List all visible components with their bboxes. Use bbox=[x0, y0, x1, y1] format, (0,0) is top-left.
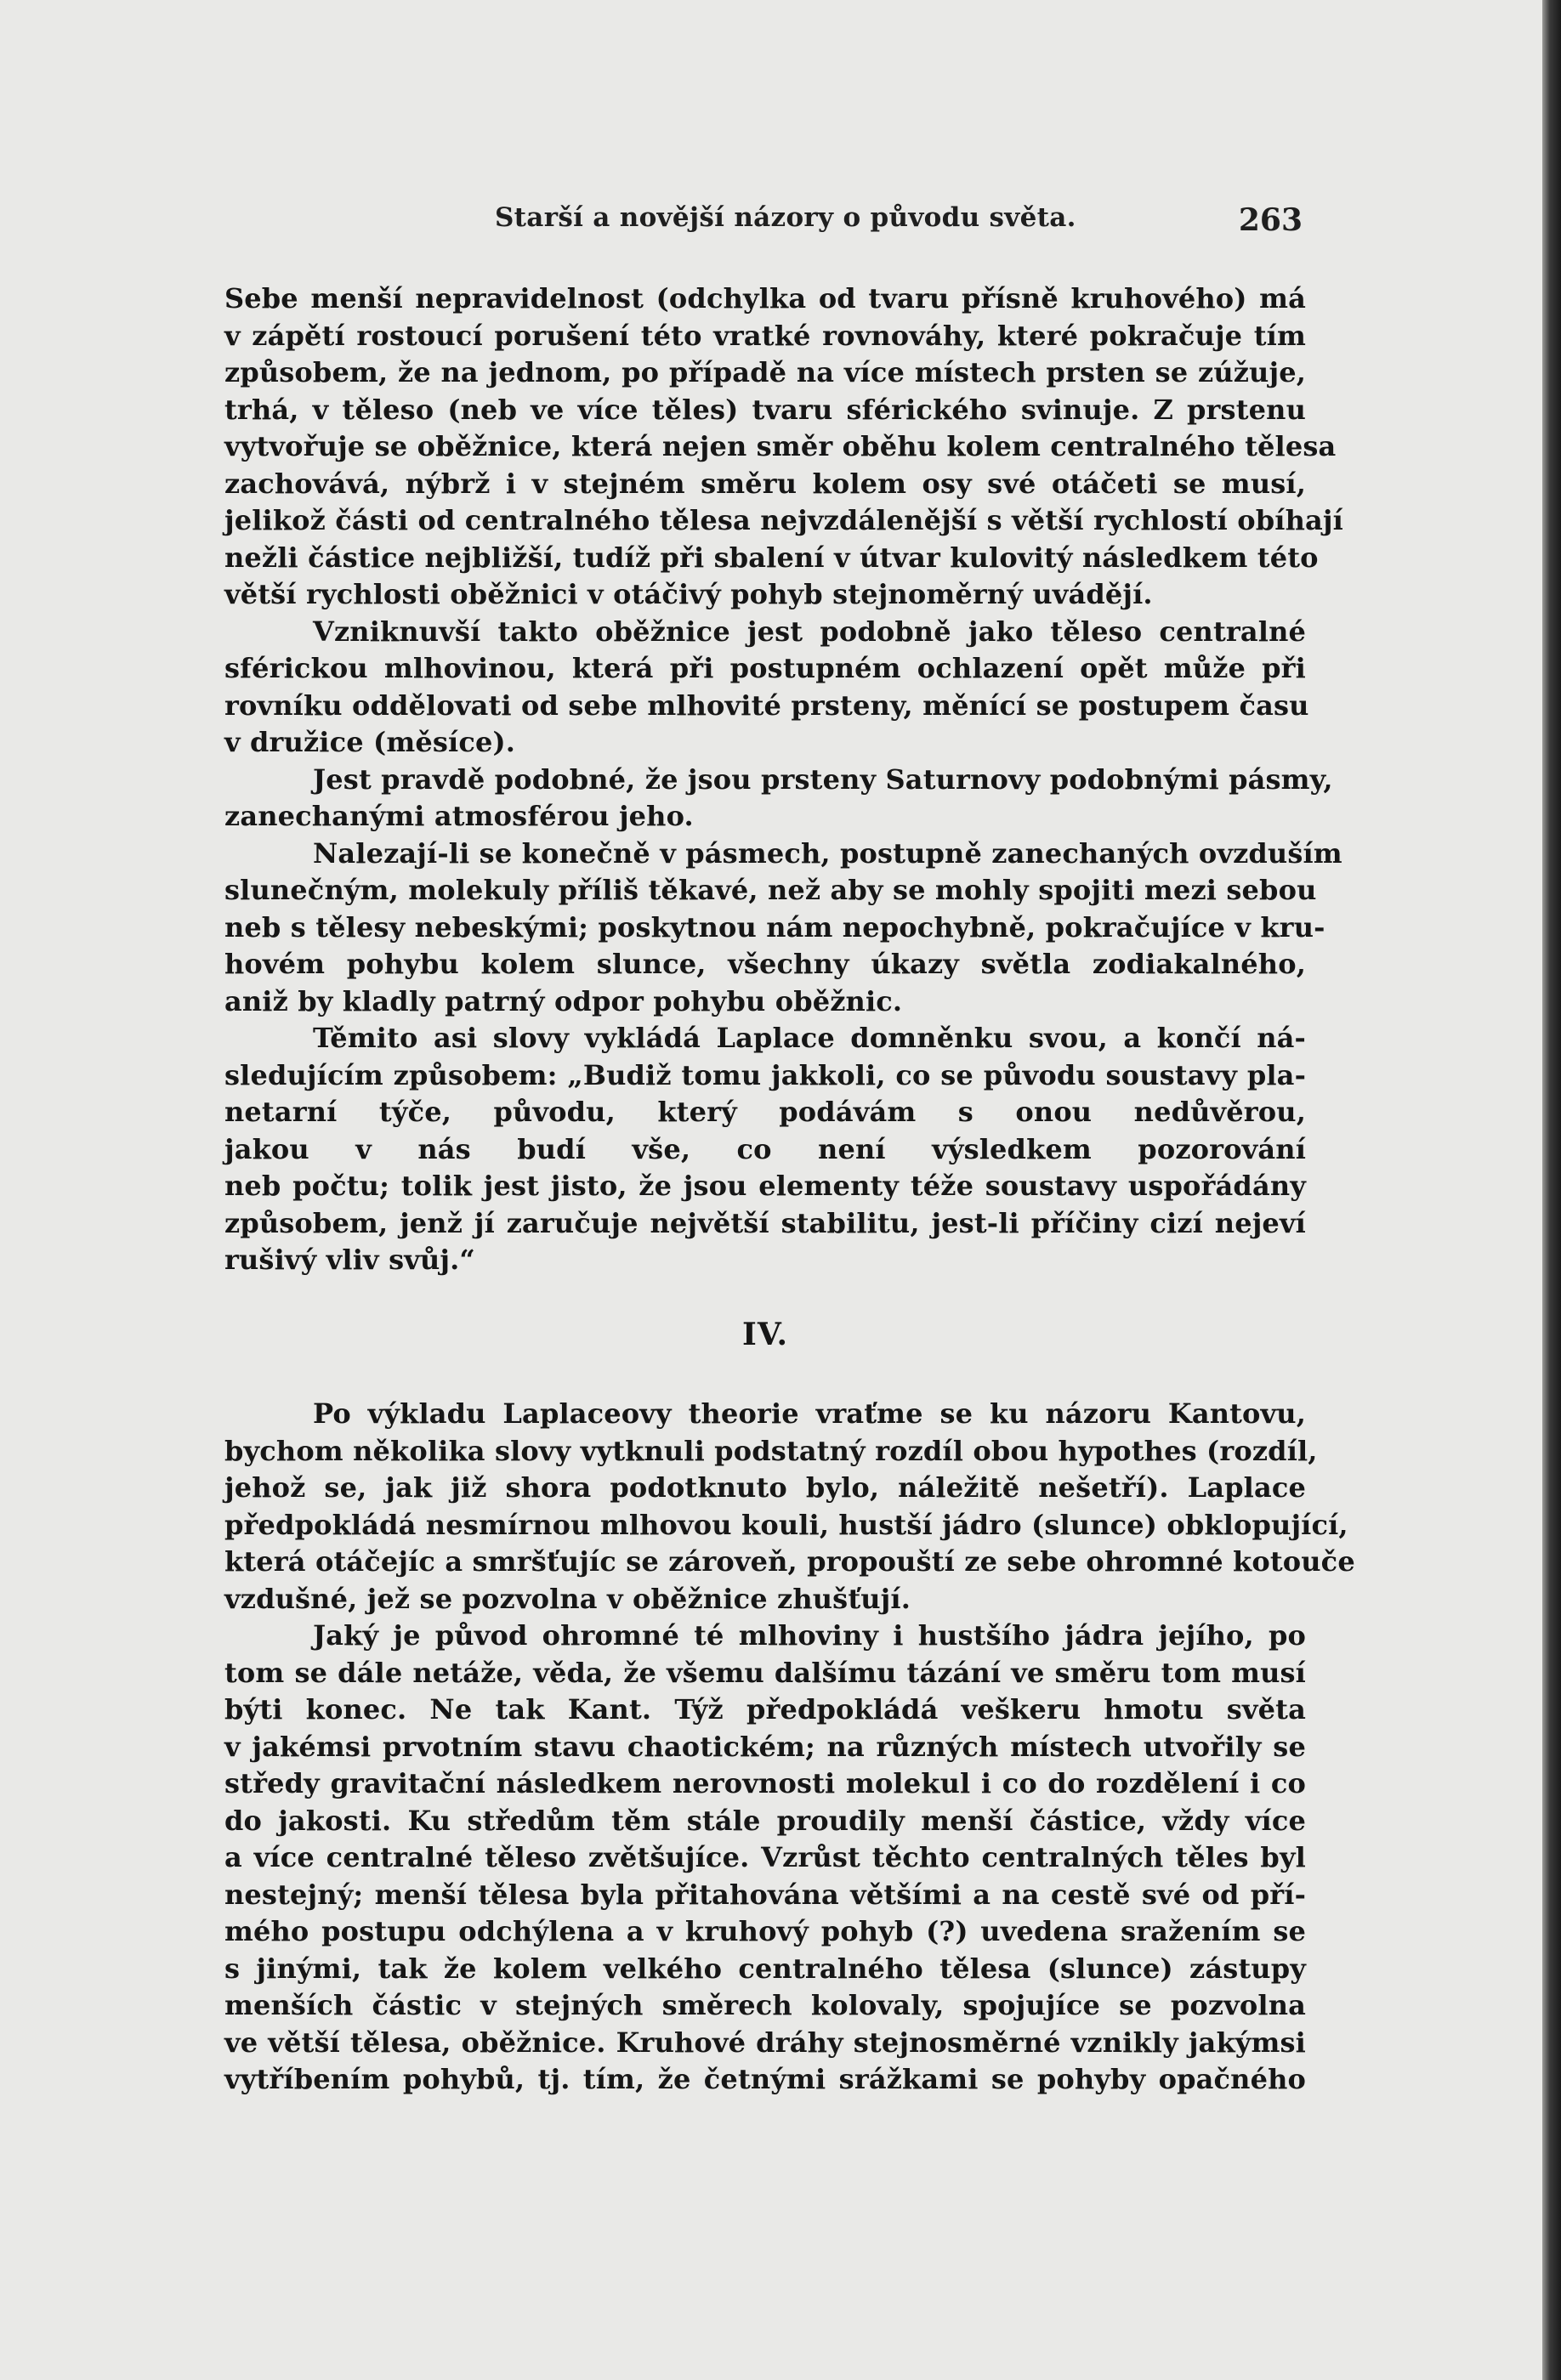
text-line: jehož se, jak již shora podotknuto bylo, náležitě nešetří). Laplace bbox=[224, 1471, 1306, 1504]
running-title: Starší a novější názory o původu světa. bbox=[495, 202, 1076, 233]
text-line: rušivý vliv svůj.“ bbox=[224, 1244, 475, 1276]
text-line: v zápětí rostoucí porušení této vratké rovnováhy, které pokračuje tím bbox=[224, 319, 1306, 352]
paragraph bbox=[224, 280, 1343, 614]
paragraph bbox=[224, 762, 1333, 836]
text-line: vzdušné, jež se pozvolna v oběžnice zhušťují. bbox=[224, 1582, 911, 1615]
paragraph bbox=[224, 1396, 1355, 1618]
text-line: v družice (měsíce). bbox=[224, 726, 516, 758]
text-line: s jinými, tak že kolem velkého centralného tělesa (slunce) zástupy bbox=[224, 1952, 1306, 1985]
page-header bbox=[223, 202, 1303, 253]
text-line: býti konec. Ne tak Kant. Týž předpokládá veškeru hmotu světa bbox=[224, 1693, 1306, 1726]
text-line: vytříbením pohybů, tj. tím, že četnými srážkami se pohyby opačného bbox=[224, 2063, 1306, 2095]
text-line: předpokládá nesmírnou mlhovou kouli, hustší jádro (slunce) obklopující, bbox=[224, 1508, 1348, 1541]
text-line: zachovává, nýbrž i v stejném směru kolem osy své otáčeti se musí, bbox=[224, 467, 1306, 500]
paragraph bbox=[224, 614, 1309, 762]
section-heading: IV. bbox=[741, 1316, 788, 1352]
text-line: Jest pravdě podobné, že jsou prsteny Saturnovy podobnými pásmy, bbox=[313, 762, 1333, 796]
text-line: Těmito asi slovy vykládá Laplace domněnku svou, a končí ná- bbox=[313, 1022, 1306, 1054]
text-line: nežli částice nejbližší, tudíž při sbalení v útvar kulovitý následkem této bbox=[224, 541, 1319, 574]
text-line: netarní týče, původu, který podávám s onou nedůvěrou, bbox=[224, 1096, 1306, 1128]
text-line: menších částic v stejných směrech kolovaly, spojujíce se pozvolna bbox=[224, 1989, 1306, 2021]
text-line: způsobem, že na jednom, po případě na více místech prsten se zúžuje, bbox=[224, 356, 1306, 388]
text-line: která otáčejíc a smršťujíc se zároveň, propouští ze sebe ohromné kotouče bbox=[224, 1545, 1355, 1578]
text-line: do jakosti. Ku středům těm stále proudily menší částice, vždy více bbox=[224, 1804, 1306, 1837]
text-line: jelikož části od centralného tělesa nejvzdálenější s větší rychlostí obíhají bbox=[224, 504, 1343, 536]
text-line: Vzniknuvší takto oběžnice jest podobně jako těleso centralné bbox=[313, 615, 1306, 648]
text-line: bychom několika slovy vytknuli podstatný rozdíl obou hypothes (rozdíl, bbox=[224, 1434, 1318, 1467]
text-line: trhá, v těleso (neb ve více těles) tvaru sférického svinuje. Z prstenu bbox=[224, 393, 1306, 426]
text-line: sférickou mlhovinou, která při postupném ochlazení opět může při bbox=[224, 652, 1306, 684]
text-line: tom se dále netáže, věda, že všemu dalšímu tázání ve směru tom musí bbox=[224, 1656, 1306, 1689]
text-line: Jaký je původ ohromné té mlhoviny i hustšího jádra jejího, po bbox=[313, 1619, 1306, 1652]
text-line: rovníku oddělovati od sebe mlhovité prsteny, měnící se postupem času bbox=[224, 688, 1309, 722]
scan-dark-edge bbox=[1542, 0, 1561, 2380]
text-line: vytvořuje se oběžnice, která nejen směr oběhu kolem centralného tělesa bbox=[224, 430, 1337, 462]
text-line: zanechanými atmosférou jeho. bbox=[224, 800, 694, 832]
text-line: mého postupu odchýlena a v kruhový pohyb (?) uvedena sražením se bbox=[224, 1915, 1306, 1947]
text-line: středy gravitační následkem nerovnosti molekul i co do rozdělení i co bbox=[224, 1767, 1306, 1799]
paragraph bbox=[224, 1020, 1306, 1279]
text-line: sledujícím způsobem: „Budiž tomu jakkoli, co se původu soustavy pla- bbox=[224, 1058, 1306, 1091]
body-text bbox=[224, 280, 1355, 2099]
text-line: v jakémsi prvotním stavu chaotickém; na různých místech utvořily se bbox=[224, 1730, 1306, 1763]
text-line: jakou v nás budí vše, co není výsledkem pozorování bbox=[224, 1132, 1306, 1165]
text-line: větší rychlosti oběžnici v otáčivý pohyb stejnoměrný uvádějí. bbox=[224, 578, 1153, 610]
paragraph bbox=[224, 836, 1342, 1021]
text-line: neb počtu; tolik jest jisto, že jsou elementy téže soustavy uspořádány bbox=[224, 1170, 1306, 1202]
text-line: slunečným, molekuly příliš těkavé, než aby se mohly spojiti mezi sebou bbox=[224, 874, 1317, 906]
text-line: Sebe menší nepravidelnost (odchylka od tvaru přísně kruhového) má bbox=[224, 282, 1306, 314]
text-line: a více centralné těleso zvětšujíce. Vzrůst těchto centralných těles byl bbox=[224, 1841, 1306, 1873]
text-line: Nalezají-li se konečně v pásmech, postupně zanechaných ovzduším bbox=[313, 836, 1342, 870]
text-line: neb s tělesy nebeskými; poskytnou nám nepochybně, pokračujíce v kru- bbox=[224, 910, 1325, 944]
text-line: způsobem, jenž jí zaručuje největší stabilitu, jest-li příčiny cizí nejeví bbox=[224, 1206, 1306, 1239]
text-line: aniž by kladly patrný odpor pohybu oběžnic. bbox=[224, 984, 903, 1017]
text-line: Po výkladu Laplaceovy theorie vraťme se ku názoru Kantovu, bbox=[313, 1397, 1306, 1430]
page-number: 263 bbox=[1238, 202, 1303, 238]
text-line: hovém pohybu kolem slunce, všechny úkazy světla zodiakalného, bbox=[224, 948, 1306, 980]
text-line: ve větší tělesa, oběžnice. Kruhové dráhy stejnosměrné vznikly jakýmsi bbox=[224, 2026, 1306, 2059]
text-line: nestejný; menší tělesa byla přitahována většími a na cestě své od pří- bbox=[224, 1878, 1306, 1911]
paragraph bbox=[224, 1618, 1306, 2099]
